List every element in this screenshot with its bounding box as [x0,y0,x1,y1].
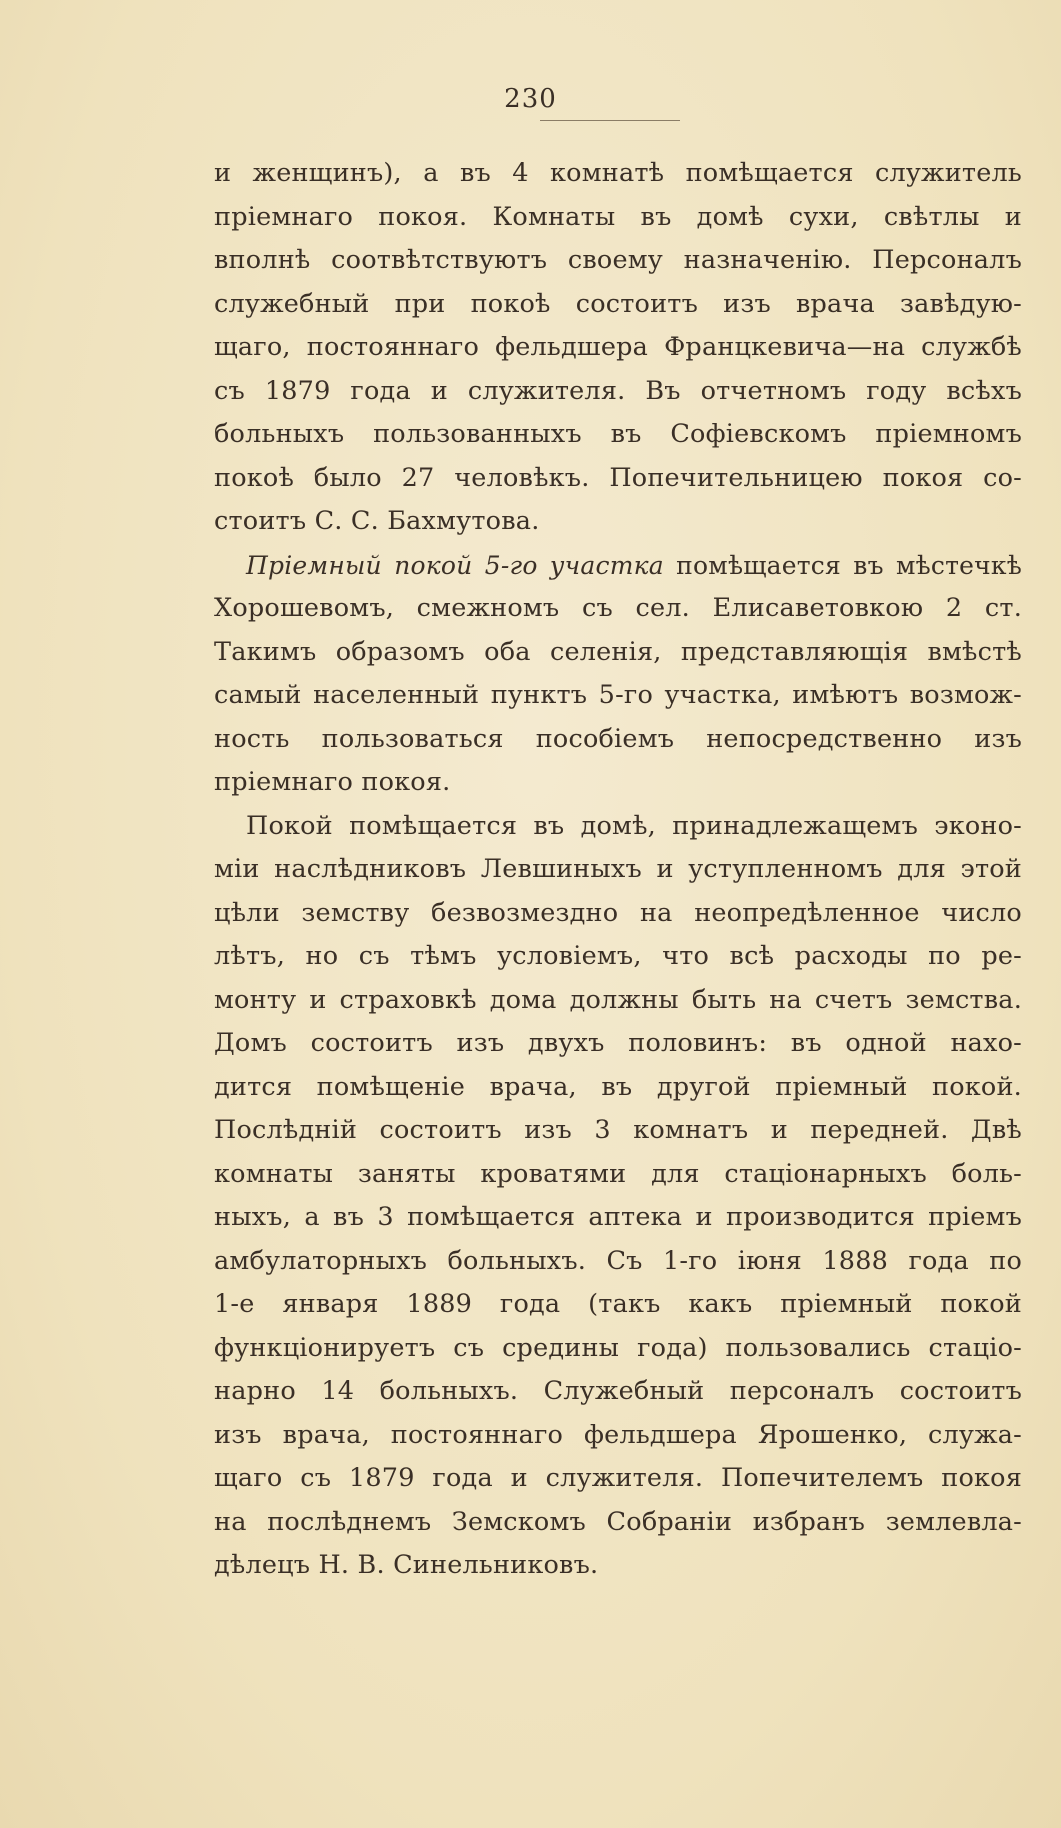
page-number: 230 [504,84,557,114]
body-text [214,152,1022,1588]
text-line [214,1066,1022,1110]
line-text: изъ врача, постояннаго фельдшера Ярошенко, служа- [214,1419,1022,1450]
text-line [214,631,1022,675]
text-line [214,1153,1022,1197]
italic-heading: Пріемный покой 5-го участка [246,550,664,580]
text-line [214,1109,1022,1153]
text-line [214,239,1022,283]
line-text: съ 1879 года и служителя. Въ отчетномъ году всѣхъ [214,375,1022,406]
line-text: служебный при покоѣ состоитъ изъ врача завѣдую- [214,288,1022,319]
text-line [214,892,1022,936]
line-text: Покой помѣщается въ домѣ, принадлежащемъ эконо- [246,810,1022,841]
text-line [214,674,1022,718]
line-text: Такимъ образомъ оба селенія, представляющія вмѣстѣ [214,636,1022,667]
line-text: цѣли земству безвозмездно на неопредѣленное число [214,897,1022,928]
text-line [214,1327,1022,1371]
line-text: міи наслѣдниковъ Левшиныхъ и уступленномъ для этой [214,854,1022,884]
line-text: амбулаторныхъ больныхъ. Съ 1-го іюня 1888 года по [214,1245,1022,1276]
line-text: нарно 14 больныхъ. Служебный персоналъ состоитъ [214,1376,1022,1406]
text-line [214,152,1022,196]
text-line [214,587,1022,631]
line-text: щаго, постояннаго фельдшера Францкевича—на службѣ [214,332,1022,362]
line-text: больныхъ пользованныхъ въ Софіевскомъ пріемномъ [214,419,1022,449]
text-line [214,848,1022,892]
text-line [214,413,1022,457]
text-line [214,1501,1022,1545]
line-text: на послѣднемъ Земскомъ Собраніи избранъ землевла- [214,1506,1022,1537]
text-line [214,457,1022,501]
text-line [214,283,1022,327]
line-text: 1-е января 1889 года (такъ какъ пріемный покой [214,1289,1022,1319]
line-text: ныхъ, а въ 3 помѣщается аптека и производится пріемъ [214,1202,1022,1232]
text-line [214,935,1022,979]
line-text: дѣлецъ Н. В. Синельниковъ. [214,1550,599,1580]
page-number-rule [540,120,680,121]
text-line [214,1370,1022,1414]
text-line [214,326,1022,370]
line-text: Домъ состоитъ изъ двухъ половинъ: въ одной нахо- [214,1028,1022,1058]
text-line [214,370,1022,414]
text-line [214,500,1022,544]
line-text: монту и страховкѣ дома должны быть на счетъ земства. [214,984,1022,1015]
text-line [214,196,1022,240]
text-line [214,1022,1022,1066]
line-text: Послѣдній состоитъ изъ 3 комнатъ и передней. Двѣ [214,1115,1022,1145]
line-text: самый населенный пунктъ 5-го участка, имѣютъ возмож- [214,680,1022,710]
text-line [214,1544,1022,1588]
line-text: комнаты заняты кроватями для стаціонарныхъ боль- [214,1158,1022,1189]
text-line [214,979,1022,1023]
line-text: стоитъ С. С. Бахмутова. [214,506,540,536]
line-text: лѣтъ, но съ тѣмъ условіемъ, что всѣ расходы по ре- [214,941,1022,971]
text-line [214,1240,1022,1284]
line-text: Хорошевомъ, смежномъ съ сел. Елисаветовкою 2 ст. [214,593,1022,623]
text-line [214,1457,1022,1501]
line-text: покоѣ было 27 человѣкъ. Попечительницею покоя со- [214,462,1022,493]
line-text: вполнѣ соотвѣтствуютъ своему назначенію. Персоналъ [214,245,1022,275]
text-line [214,1414,1022,1458]
text-line [214,1196,1022,1240]
line-text: дится помѣщеніе врача, въ другой пріемный покой. [214,1071,1022,1102]
line-text: пріемнаго покоя. [214,767,451,797]
line-text: функціонируетъ съ средины года) пользовались стаціо- [214,1332,1022,1363]
text-line [214,718,1022,762]
line-text: помѣщается въ мѣстечкѣ [663,550,1022,580]
line-text: пріемнаго покоя. Комнаты въ домѣ сухи, свѣтлы и [214,201,1022,232]
text-line [214,1283,1022,1327]
text-line [214,544,1022,588]
line-text: щаго съ 1879 года и служителя. Попечителемъ покоя [214,1463,1022,1493]
text-line [214,805,1022,849]
line-text: ность пользоваться пособіемъ непосредственно изъ [214,723,1022,754]
line-text: и женщинъ), а въ 4 комнатѣ помѣщается служитель [214,158,1022,188]
text-line [214,761,1022,805]
